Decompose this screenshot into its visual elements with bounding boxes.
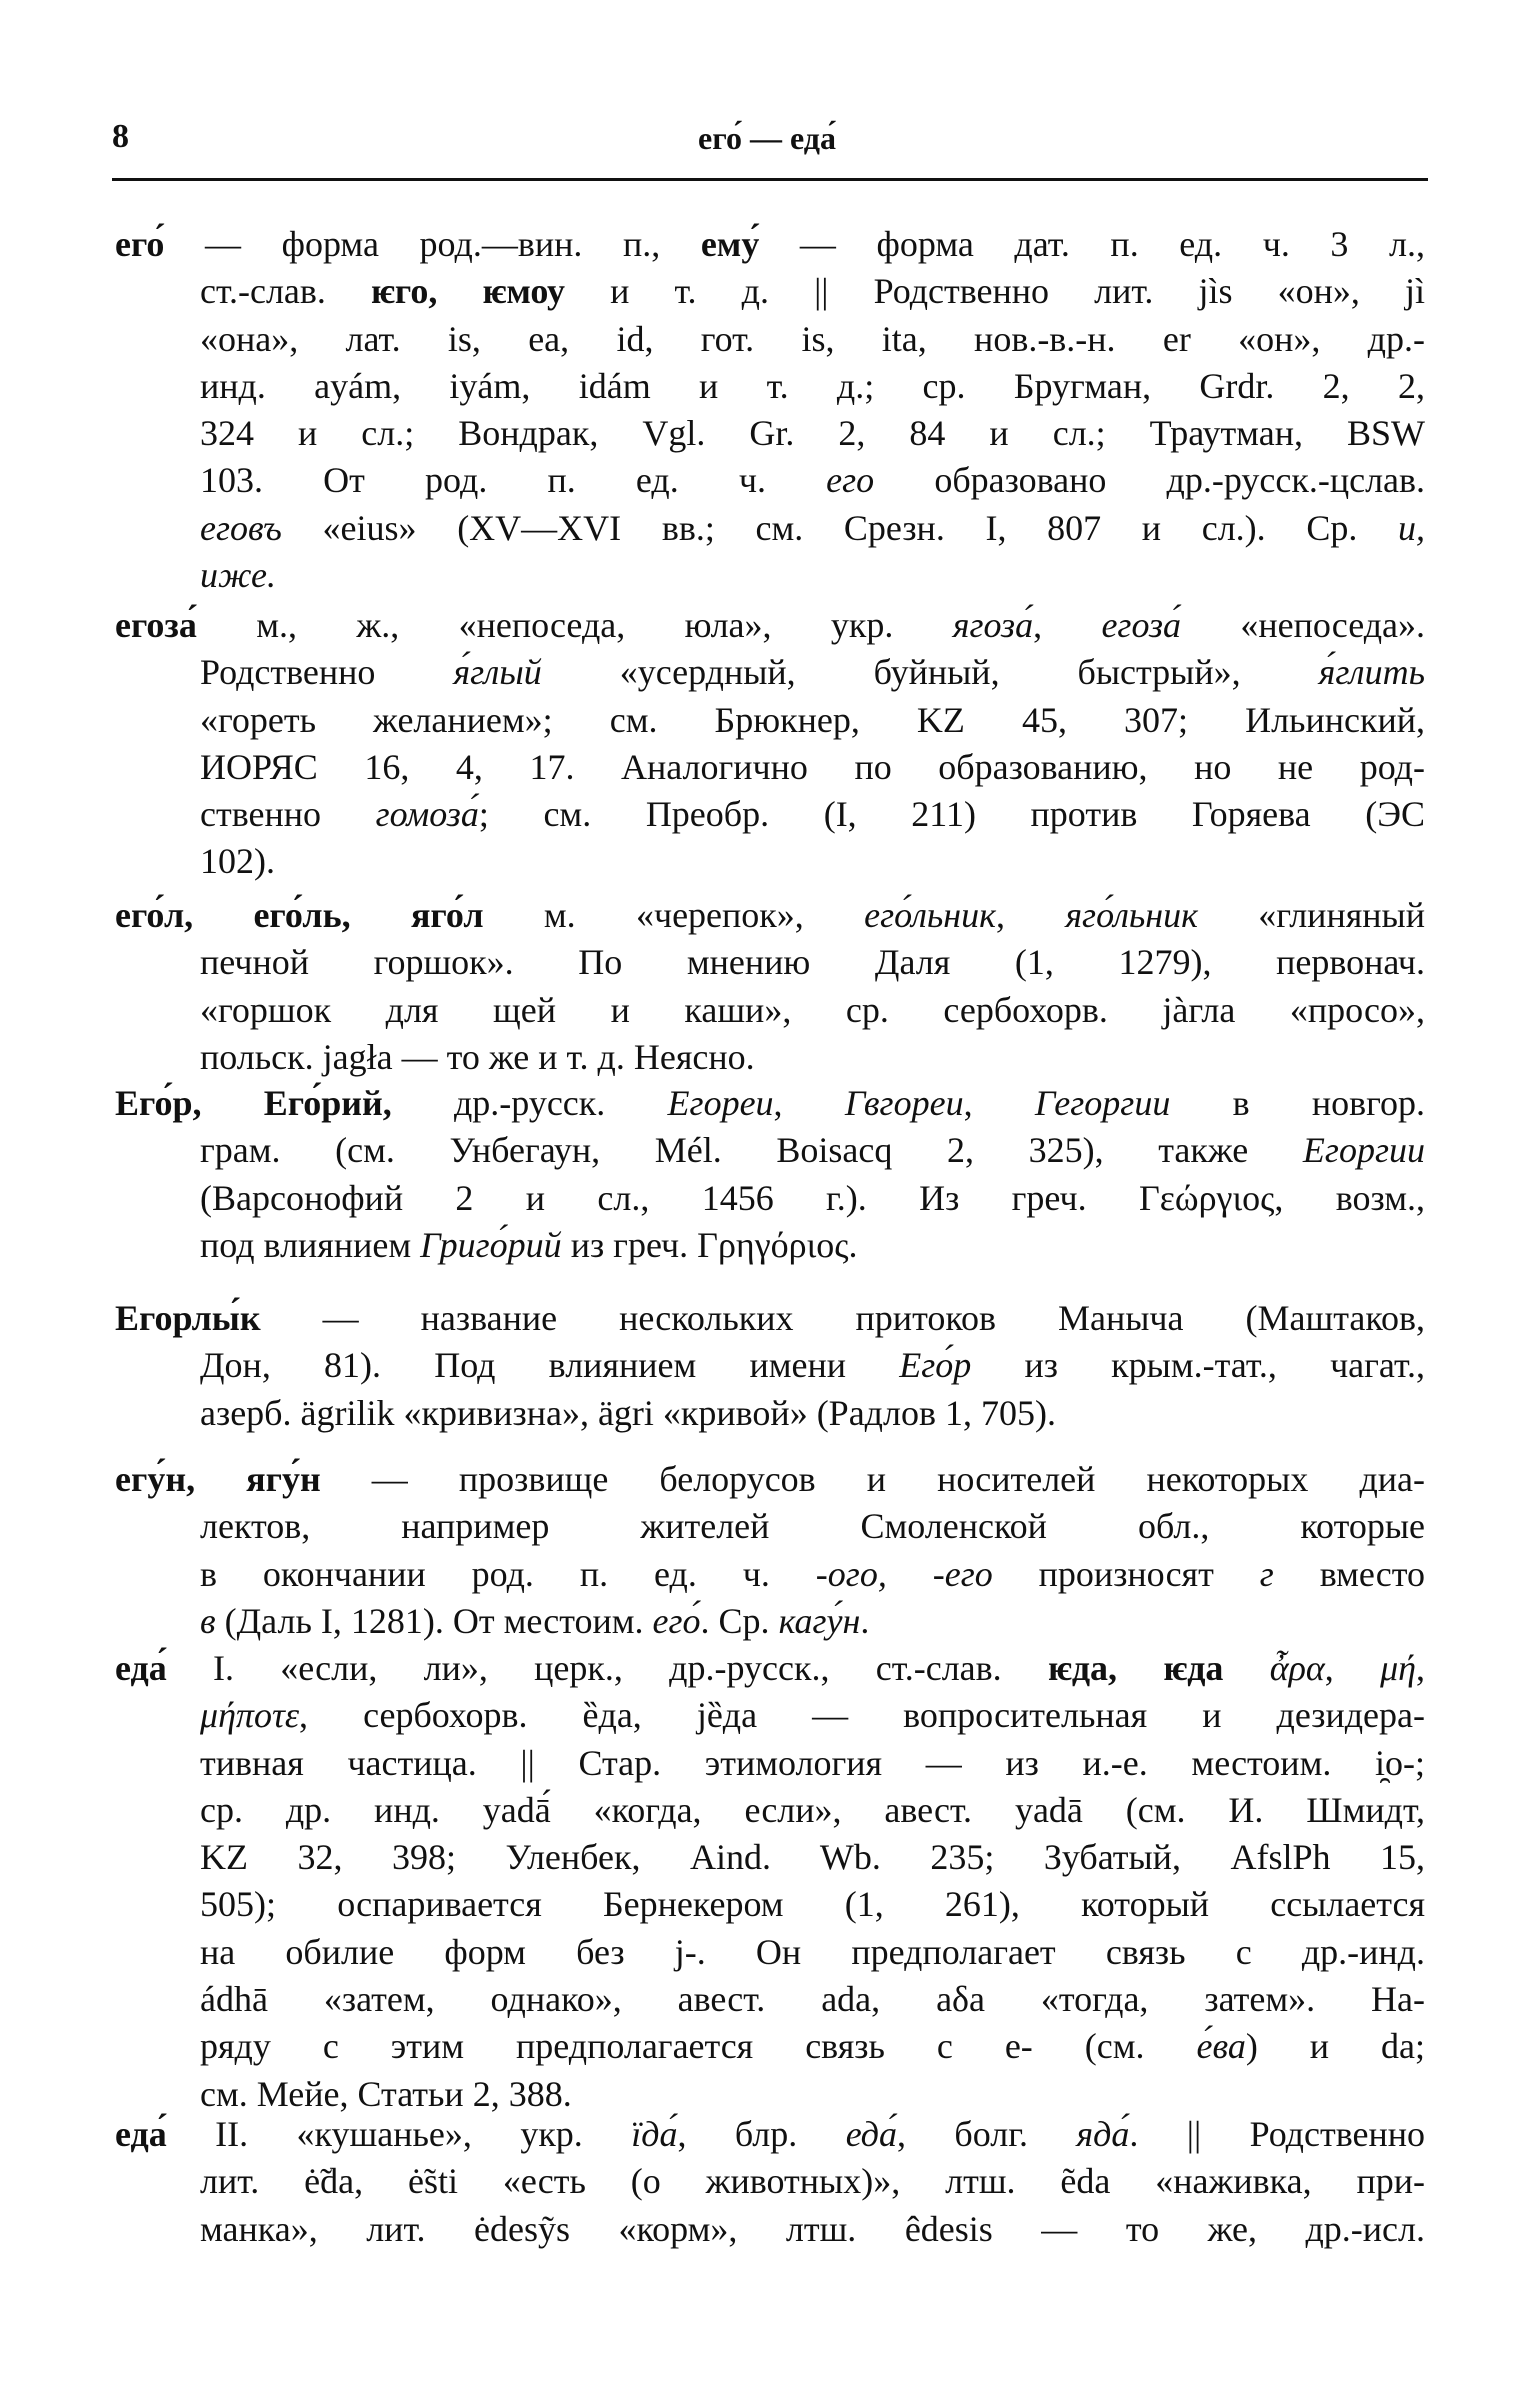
entry-text: печной горшок». По мнению Даля (1, 1279), первонач.: [200, 942, 1425, 983]
entry-text: грам. (см. Унбегаун, Mél. Boisacq 2, 325), также: [200, 1130, 1303, 1171]
entry-line: [115, 939, 1425, 986]
entry-line: [115, 316, 1425, 363]
entry-text: см. Мейе, Статьи 2, 388.: [200, 2073, 572, 2114]
headword: Его́р, Его́рий,: [115, 1083, 392, 1123]
entry-text: — прозвище белорусов и носителей некоторых диа-: [320, 1459, 1425, 1499]
entry-text: польск. jagła — то же и т. д. Неясно.: [200, 1036, 755, 1077]
entry-line: [115, 2158, 1425, 2205]
headword: его́: [115, 224, 165, 264]
entry-line: [115, 1976, 1425, 2023]
italic-form: егоза́: [1101, 605, 1182, 645]
italic-form: гомоза́: [375, 794, 479, 835]
entry-text: тивная частица. || Стар. этимология — из и.-е. местоим. i̯o-;: [200, 1742, 1425, 1783]
entry-text: ст.-слав.: [200, 271, 372, 312]
entry-text: 103. От род. п. ед. ч.: [200, 460, 827, 501]
entry-line: [115, 1787, 1425, 1834]
entry-text: под влиянием: [200, 1224, 421, 1265]
entry-text: ряду с этим предполагается связь с е- (см.: [200, 2026, 1197, 2067]
dictionary-entry: [115, 1080, 1425, 1269]
entry-text: Родственно: [200, 652, 454, 693]
headword: еда́: [115, 1648, 167, 1688]
entry-line: [115, 410, 1425, 457]
italic-form: -ого, -его: [815, 1553, 993, 1594]
entry-line: [115, 1342, 1425, 1389]
headword: ѥго, ѥмоу: [371, 271, 566, 312]
italic-form: їда́: [631, 2114, 678, 2154]
entry-line: [115, 791, 1425, 838]
entry-text: ,: [1416, 1648, 1426, 1688]
entry-text: в окончании род. п. ед. ч.: [200, 1553, 816, 1594]
page-number: 8: [112, 118, 129, 155]
dictionary-entry: [115, 892, 1425, 1081]
entry-text: из греч. Γρηγόριος.: [561, 1224, 858, 1265]
italic-form: μή: [1380, 1648, 1417, 1688]
entry-line: [115, 457, 1425, 504]
headword: ему́: [700, 224, 760, 264]
entry-text: «горшок для щей и каши», ср. сербохорв. jàгла «просо»,: [200, 989, 1425, 1030]
entry-text: ,: [1033, 605, 1102, 645]
entry-text: .: [860, 1600, 870, 1641]
italic-form: Егоргии: [1302, 1130, 1425, 1171]
entry-text: произносят: [992, 1553, 1260, 1594]
entry-text: лит. ė̃da, ė̃sti «есть (о животных)», лтш. ẽda «наживка, при-: [200, 2161, 1425, 2202]
entry-text: ) и da;: [1245, 2026, 1425, 2067]
entry-text: «глиняный: [1197, 895, 1425, 935]
italic-form: ἆρα: [1269, 1648, 1325, 1688]
entry-line: [115, 744, 1425, 791]
entry-line: [115, 1127, 1425, 1174]
entry-first-line: [115, 1295, 1425, 1342]
italic-form: ягоза́: [952, 605, 1034, 645]
italic-form: Его́р: [899, 1345, 972, 1386]
italic-form: его́: [652, 1600, 701, 1641]
entry-text: в новгор.: [1170, 1083, 1425, 1123]
italic-form: кагу́н: [778, 1600, 861, 1641]
entry-line: [115, 363, 1425, 410]
italic-form: его: [826, 460, 875, 501]
entry-text: (Даль I, 1281). От местоим.: [215, 1600, 653, 1641]
entry-line: [115, 1175, 1425, 1222]
dictionary-entry: [115, 1645, 1425, 2118]
entry-text: образовано др.-русск.-цслав.: [874, 460, 1426, 501]
running-head: его́ — еда́: [698, 120, 836, 156]
entry-line: [115, 1222, 1425, 1269]
entry-text: ,: [773, 1083, 845, 1123]
entry-text: (Варсонофий 2 и сл., 1456 г.). Из греч. Γεώργιος, возм.,: [200, 1177, 1425, 1218]
entry-line: [115, 2206, 1425, 2253]
entry-text: ,: [996, 895, 1066, 935]
italic-form: е́ва: [1196, 2026, 1246, 2067]
entry-text: , сербохорв. ȅда, jȅда — вопросительная и дезидера-: [299, 1695, 1425, 1736]
entry-line: [115, 987, 1425, 1034]
italic-form: еда́: [845, 2114, 897, 2154]
entry-line: [115, 697, 1425, 744]
entry-line: [115, 268, 1425, 315]
header-rule: [112, 178, 1428, 181]
entry-first-line: [115, 221, 1425, 268]
entry-first-line: [115, 1456, 1425, 1503]
entry-line: [115, 1740, 1425, 1787]
entry-text: манка», лит. ėdesỹs «корм», лтш. êdesis — то же, др.-исл.: [200, 2208, 1425, 2249]
entry-text: , болг.: [897, 2114, 1077, 2154]
entry-text: «гореть желанием»; см. Брюкнер, KZ 45, 307; Ильинский,: [200, 699, 1425, 740]
entry-text: — форма род.—вин. п.,: [164, 224, 701, 264]
entry-text: ср. др. инд. yadā́ «когда, если», авест. yadā (см. И. Шмидт,: [200, 1789, 1425, 1830]
entry-text: Дон, 81). Под влиянием имени: [200, 1345, 900, 1386]
entry-text: . Ср.: [700, 1600, 779, 1641]
italic-form: μήποτε: [200, 1695, 300, 1736]
entry-text: 505); оспаривается Бернекером (1, 261), который ссылается: [200, 1884, 1425, 1925]
entry-text: на обилие форм без j-. Он предполагает связь с др.-инд.: [200, 1931, 1425, 1972]
entry-text: ИОРЯС 16, 4, 17. Аналогично по образованию, но не род-: [200, 746, 1425, 787]
entry-line: [115, 1503, 1425, 1550]
italic-form: Гвгореи: [844, 1083, 964, 1123]
entry-first-line: [115, 1645, 1425, 1692]
entry-first-line: [115, 892, 1425, 939]
italic-form: в: [200, 1600, 216, 1641]
headword: ѥда, ѥда: [1047, 1648, 1224, 1688]
italic-form: яда́: [1076, 2114, 1130, 2154]
headword: егоза́: [115, 605, 197, 645]
italic-form: и,: [1398, 507, 1425, 548]
entry-text: KZ 32, 398; Уленбек, Aind. Wb. 235; Зубатый, AfslPh 15,: [200, 1837, 1425, 1878]
entry-line: [115, 1881, 1425, 1928]
entry-text: 324 и сл.; Вондрак, Vgl. Gr. 2, 84 и сл.; Траутман, BSW: [200, 413, 1425, 454]
entry-text: . || Родственно: [1129, 2114, 1426, 2154]
italic-form: Егореи: [667, 1083, 774, 1123]
entry-first-line: [115, 1080, 1425, 1127]
entry-text: из крым.-тат., чагат.,: [971, 1345, 1425, 1386]
dictionary-entry: [115, 1456, 1425, 1645]
headword: его́л, его́ль, яго́л: [115, 895, 484, 935]
italic-form: Гегоргии: [1034, 1083, 1171, 1123]
entry-text: вместо: [1273, 1553, 1426, 1594]
entry-text: др.-русск.: [391, 1083, 668, 1123]
entry-line: [115, 1551, 1425, 1598]
italic-form: я́глить: [1318, 652, 1425, 693]
entry-first-line: [115, 602, 1425, 649]
entry-first-line: [115, 2111, 1425, 2158]
entry-line: [115, 838, 1425, 885]
entry-text: ,: [1324, 1648, 1381, 1688]
entry-text: лектов, например жителей Смоленской обл., которые: [200, 1506, 1425, 1547]
entry-text: м., ж., «непоседа, юла», укр.: [196, 605, 953, 645]
entry-text: «непоседа».: [1181, 605, 1426, 645]
entry-line: [115, 1834, 1425, 1881]
entry-text: ственно: [200, 794, 376, 835]
entry-text: «eius» (XV—XVI вв.; см. Срезн. I, 807 и сл.). Ср.: [281, 507, 1398, 548]
entry-text: ,: [963, 1083, 1035, 1123]
entry-text: и т. д. || Родственно лит. jìs «он», jì: [565, 271, 1425, 312]
italic-form: еговъ: [200, 507, 282, 548]
entry-text: 102).: [200, 841, 275, 882]
headword: Егорлы́к: [115, 1298, 261, 1338]
italic-form: Григо́рий: [420, 1224, 562, 1265]
entry-line: [115, 1034, 1425, 1081]
headword: еда́: [115, 2114, 167, 2154]
entry-text: [1223, 1648, 1269, 1688]
entry-line: [115, 1929, 1425, 1976]
headword: егу́н, ягу́н: [115, 1459, 321, 1499]
entry-text: — форма дат. п. ед. ч. 3 л.,: [759, 224, 1425, 264]
entry-line: [115, 649, 1425, 696]
entry-text: , блр.: [677, 2114, 846, 2154]
entry-text: I. «если, ли», церк., др.-русск., ст.-слав.: [166, 1648, 1048, 1688]
entry-text: II. «кушанье», укр.: [166, 2114, 632, 2154]
italic-form: его́льник: [864, 895, 996, 935]
dictionary-entry: [115, 2111, 1425, 2253]
entry-line: [115, 2023, 1425, 2070]
entry-line: [115, 505, 1425, 552]
italic-form: я́глый: [453, 652, 542, 693]
italic-form: иже.: [200, 555, 276, 596]
entry-text: ádhā «затем, однако», авест. ada, aδa «тогда, затем». На-: [200, 1979, 1425, 2020]
italic-form: г: [1259, 1553, 1274, 1594]
entry-line: [115, 1692, 1425, 1739]
entry-text: ; см. Преобр. (I, 211) против Горяева (ЭС: [478, 794, 1425, 835]
entry-text: «усердный, буйный, быстрый»,: [541, 652, 1319, 693]
dictionary-entry: [115, 1295, 1425, 1437]
entry-line: [115, 1390, 1425, 1437]
entry-text: «она», лат. is, ea, id, гот. is, ita, нов.-в.-н. er «он», др.-: [200, 318, 1425, 359]
entry-text: — название нескольких притоков Маныча (Маштаков,: [260, 1298, 1425, 1338]
entry-line: [115, 1598, 1425, 1645]
entry-text: азерб. ägrilik «кривизна», ägri «кривой» (Радлов 1, 705).: [200, 1392, 1056, 1433]
dictionary-entry: [115, 602, 1425, 886]
entry-text: м. «черепок»,: [483, 895, 865, 935]
entry-line: [115, 552, 1425, 599]
dictionary-entry: [115, 221, 1425, 599]
italic-form: яго́льник: [1065, 895, 1198, 935]
entry-text: инд. ayám, iyám, idám и т. д.; ср. Бругман, Grdr. 2, 2,: [200, 365, 1425, 406]
